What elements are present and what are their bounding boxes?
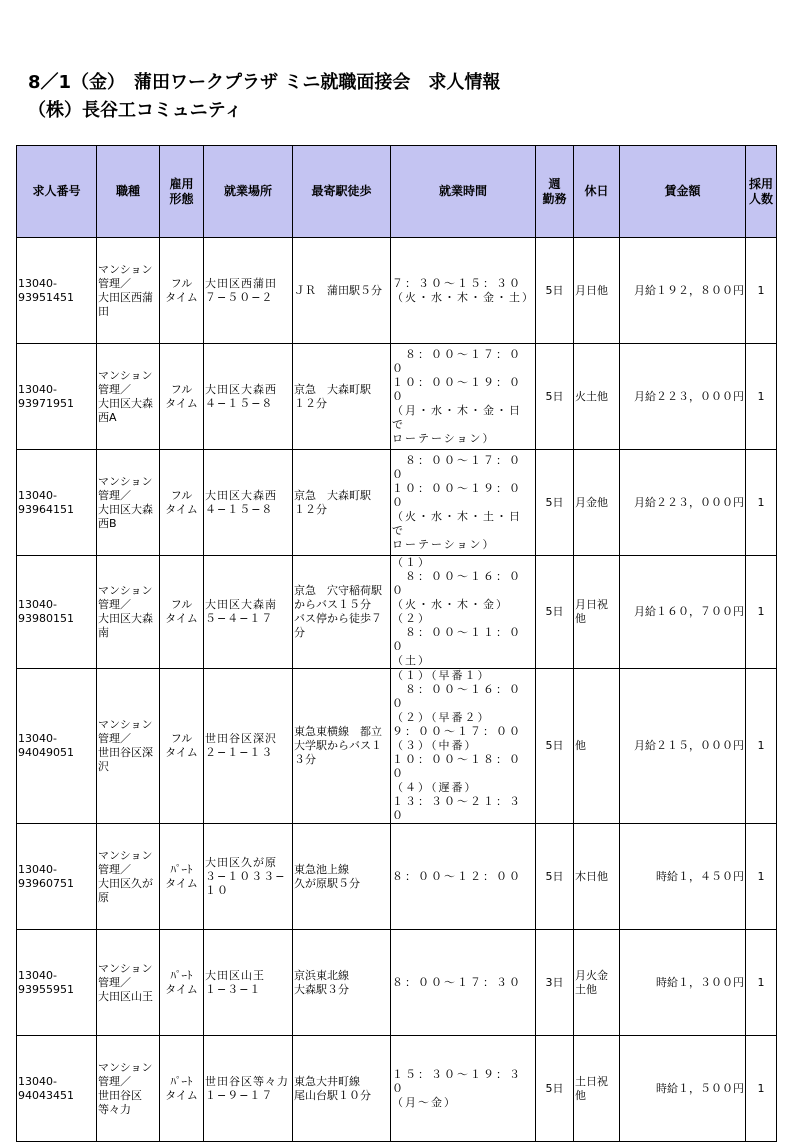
col-header-wage: 賃金額 [620, 146, 746, 238]
job-number-cell: 13040- 93980151 [17, 556, 97, 669]
weekly-days-cell: 5日 [536, 238, 574, 344]
station-cell: 東急東横線 都立 大学駅からバス１ ３分 [293, 669, 391, 824]
table-row [17, 344, 777, 450]
holiday-cell: 月金他 [574, 450, 620, 556]
location-cell: 世田谷区等々力 １−９−１７ [204, 1036, 293, 1142]
table-header-row [17, 146, 777, 238]
hiring-count-cell: 1 [746, 344, 777, 450]
wage-cell: 月給２２３，０００円 [620, 344, 746, 450]
station-cell: ＪＲ 蒲田駅５分 [293, 238, 391, 344]
employment-type-cell: フル タイム [160, 344, 204, 450]
location-cell: 大田区大森南 ５−４−１７ [204, 556, 293, 669]
location-cell: 大田区西蒲田 ７−５０−２ [204, 238, 293, 344]
wage-cell: 時給１，４５０円 [620, 824, 746, 930]
col-header-job-number: 求人番号 [17, 146, 97, 238]
employment-type-cell: ﾊﾟｰﾄ タイム [160, 824, 204, 930]
col-header-location: 就業場所 [204, 146, 293, 238]
col-header-weekly-days: 週 勤務 [536, 146, 574, 238]
job-type-cell: マンション 管理／ 世田谷区深 沢 [97, 669, 160, 824]
employment-type-cell: ﾊﾟｰﾄ タイム [160, 930, 204, 1036]
hiring-count-cell: 1 [746, 930, 777, 1036]
hiring-count-cell: 1 [746, 238, 777, 344]
wage-cell: 時給１，３００円 [620, 930, 746, 1036]
table-row [17, 930, 777, 1036]
weekly-days-cell: 5日 [536, 669, 574, 824]
hours-cell: １５：３０〜１９：３０ （月〜金） [391, 1036, 536, 1142]
holiday-cell: 土日祝 他 [574, 1036, 620, 1142]
hours-cell: ８：００〜１２：００ [391, 824, 536, 930]
station-cell: 京急 穴守稲荷駅 からバス１５分 バス停から徒歩７ 分 [293, 556, 391, 669]
col-header-employment-type: 雇用 形態 [160, 146, 204, 238]
hiring-count-cell: 1 [746, 556, 777, 669]
hiring-count-cell: 1 [746, 450, 777, 556]
job-number-cell: 13040- 93960751 [17, 824, 97, 930]
wage-cell: 月給１９２，８００円 [620, 238, 746, 344]
hiring-count-cell: 1 [746, 824, 777, 930]
table-row [17, 238, 777, 344]
table-row [17, 450, 777, 556]
location-cell: 大田区山王 １−３−１ [204, 930, 293, 1036]
job-type-cell: マンション 管理／ 大田区大森 西A [97, 344, 160, 450]
col-header-working-hours: 就業時間 [391, 146, 536, 238]
weekly-days-cell: 5日 [536, 556, 574, 669]
col-header-holidays: 休日 [574, 146, 620, 238]
table-row [17, 556, 777, 669]
employment-type-cell: フル タイム [160, 238, 204, 344]
hours-cell: ８：００〜１７：３０ [391, 930, 536, 1036]
weekly-days-cell: 5日 [536, 450, 574, 556]
job-number-cell: 13040- 94049051 [17, 669, 97, 824]
wage-cell: 時給１，５００円 [620, 1036, 746, 1142]
job-number-cell: 13040- 93971951 [17, 344, 97, 450]
hours-cell: （１）（早番１） ８：００〜１６：００ （２）（早番２） ９：００〜１７：００ （３）（中番） １０：００〜１８：００ （４）（遅番） １３：３０〜２１：３０ [391, 669, 536, 824]
table-row [17, 1036, 777, 1142]
job-type-cell: マンション 管理／ 大田区西蒲 田 [97, 238, 160, 344]
job-type-cell: マンション 管理／ 大田区大森 南 [97, 556, 160, 669]
station-cell: 東急大井町線 尾山台駅１０分 [293, 1036, 391, 1142]
job-type-cell: マンション 管理／ 世田谷区 等々力 [97, 1036, 160, 1142]
job-listing-table [16, 145, 777, 1142]
hours-cell: （１） ８：００〜１６：００ （火・水・木・金） （２） ８：００〜１１：００ （土） [391, 556, 536, 669]
employment-type-cell: フル タイム [160, 450, 204, 556]
job-type-cell: マンション 管理／ 大田区大森 西B [97, 450, 160, 556]
wage-cell: 月給１６０，７００円 [620, 556, 746, 669]
job-number-cell: 13040- 94043451 [17, 1036, 97, 1142]
hours-cell: ８：００〜１７：００ １０：００〜１９：００ （月・水・木・金・日で ローテーション） [391, 344, 536, 450]
hiring-count-cell: 1 [746, 1036, 777, 1142]
job-type-cell: マンション 管理／ 大田区久が 原 [97, 824, 160, 930]
job-number-cell: 13040- 93955951 [17, 930, 97, 1036]
employment-type-cell: ﾊﾟｰﾄ タイム [160, 1036, 204, 1142]
table-row [17, 824, 777, 930]
company-name: （株）長谷工コミュニティ [28, 100, 243, 121]
job-number-cell: 13040- 93964151 [17, 450, 97, 556]
location-cell: 大田区久が原 ３−１０３３− １０ [204, 824, 293, 930]
hiring-count-cell: 1 [746, 669, 777, 824]
station-cell: 京急 大森町駅 １２分 [293, 344, 391, 450]
station-cell: 東急池上線 久が原駅５分 [293, 824, 391, 930]
weekly-days-cell: 5日 [536, 824, 574, 930]
holiday-cell: 月日祝 他 [574, 556, 620, 669]
weekly-days-cell: 5日 [536, 344, 574, 450]
weekly-days-cell: 3日 [536, 930, 574, 1036]
job-type-cell: マンション 管理／ 大田区山王 [97, 930, 160, 1036]
col-header-nearest-station: 最寄駅徒歩 [293, 146, 391, 238]
wage-cell: 月給２１５，０００円 [620, 669, 746, 824]
station-cell: 京急 大森町駅 １２分 [293, 450, 391, 556]
location-cell: 世田谷区深沢 ２−１−１３ [204, 669, 293, 824]
hours-cell: ８：００〜１７：００ １０：００〜１９：００ （火・水・木・土・日で ローテーション） [391, 450, 536, 556]
holiday-cell: 月日他 [574, 238, 620, 344]
location-cell: 大田区大森西 ４−１５−８ [204, 344, 293, 450]
holiday-cell: 他 [574, 669, 620, 824]
hours-cell: ７：３０〜１５：３０ （火・水・木・金・土） [391, 238, 536, 344]
wage-cell: 月給２２３，０００円 [620, 450, 746, 556]
employment-type-cell: フル タイム [160, 669, 204, 824]
employment-type-cell: フル タイム [160, 556, 204, 669]
col-header-hiring-count: 採用 人数 [746, 146, 777, 238]
holiday-cell: 木日他 [574, 824, 620, 930]
weekly-days-cell: 5日 [536, 1036, 574, 1142]
table-row [17, 669, 777, 824]
location-cell: 大田区大森西 ４−１５−８ [204, 450, 293, 556]
job-number-cell: 13040- 93951451 [17, 238, 97, 344]
holiday-cell: 火土他 [574, 344, 620, 450]
holiday-cell: 月火金 土他 [574, 930, 620, 1036]
col-header-job-type: 職種 [97, 146, 160, 238]
page-title: 8／1（金） 蒲田ワークプラザ ミニ就職面接会 求人情報 [28, 72, 501, 93]
station-cell: 京浜東北線 大森駅３分 [293, 930, 391, 1036]
